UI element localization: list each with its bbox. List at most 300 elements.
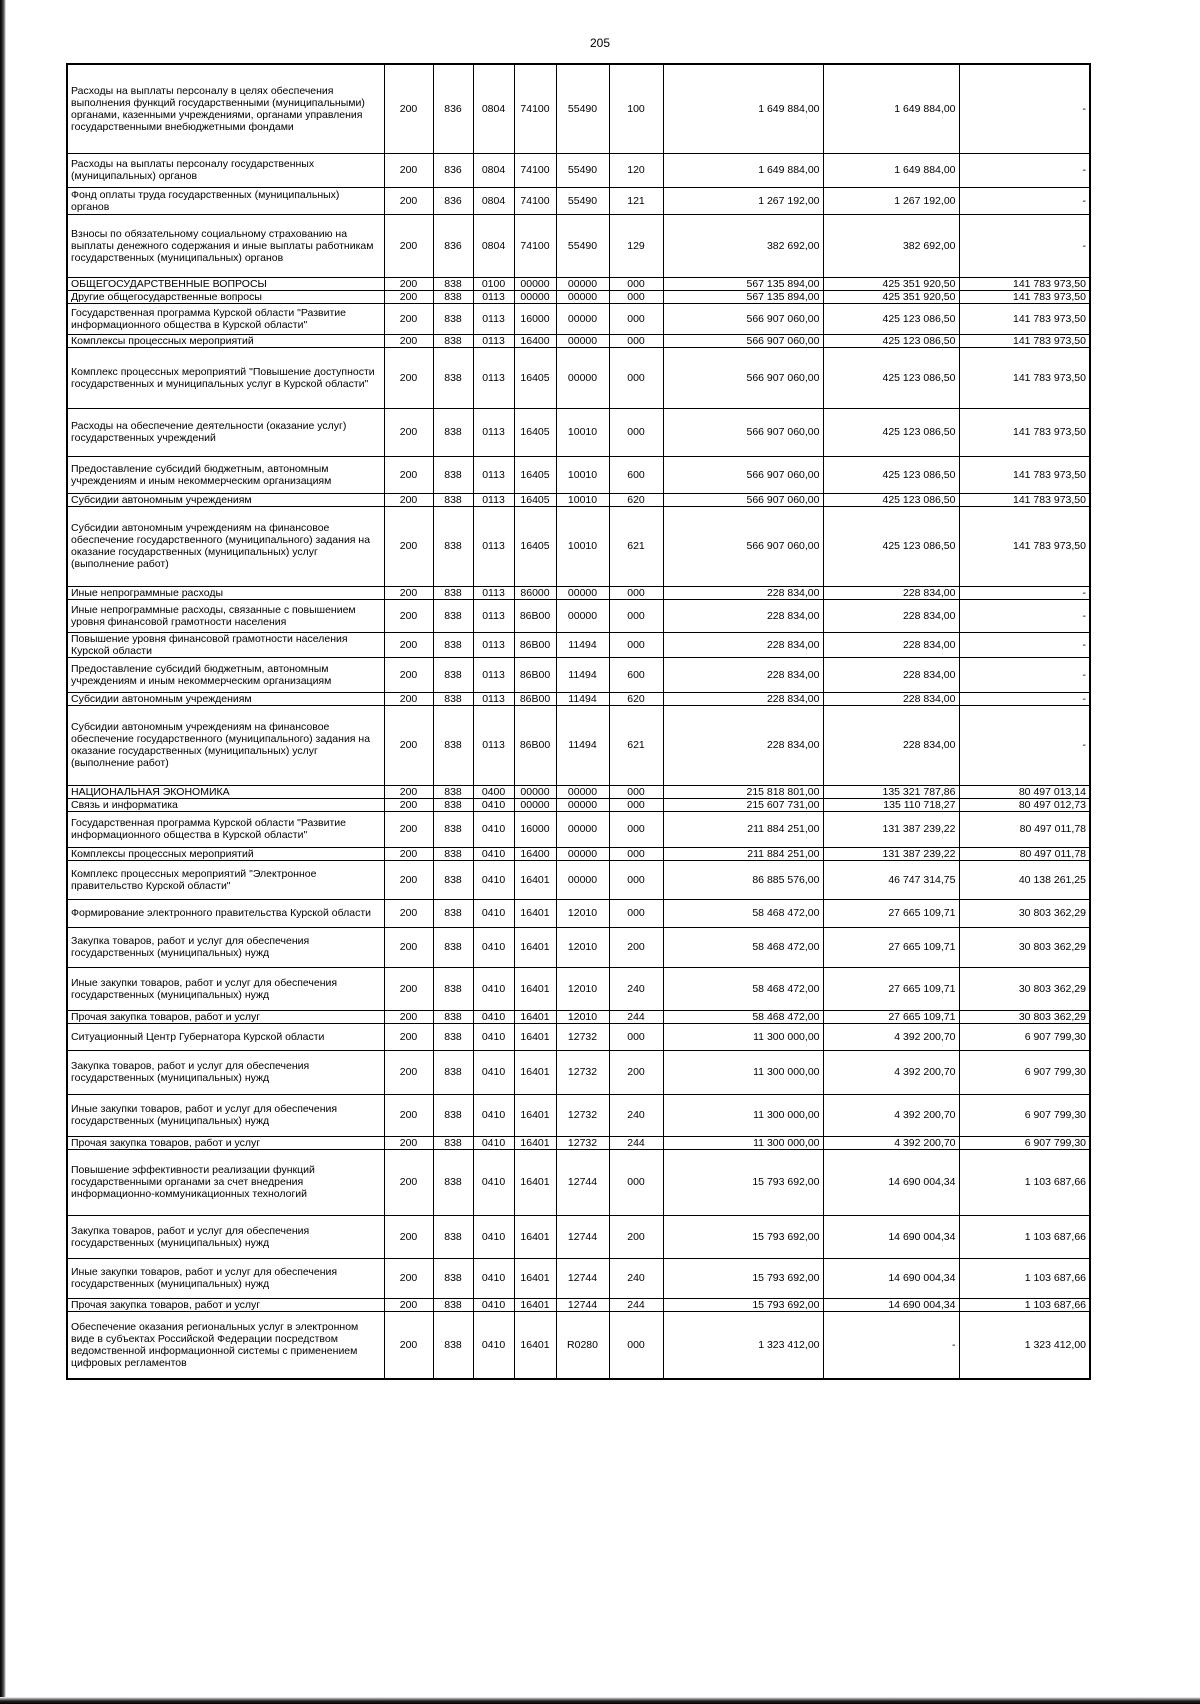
expense-type-cell: 000 <box>609 899 663 927</box>
section-code-cell: 0100 <box>473 277 514 290</box>
section-code-cell: 0113 <box>473 657 514 692</box>
amount-planned-cell: 11 300 000,00 <box>663 1136 823 1149</box>
amount-remaining-cell: 1 103 687,66 <box>959 1298 1090 1311</box>
expense-type-cell: 000 <box>609 290 663 303</box>
item-name-cell: Комплексы процессных мероприятий <box>67 334 384 347</box>
table-row <box>67 1023 1090 1050</box>
code-cell-2: 838 <box>433 303 473 334</box>
table-row <box>67 1298 1090 1311</box>
code-cell-2: 836 <box>433 64 473 153</box>
direction-code-cell: 00000 <box>556 586 609 599</box>
table-row <box>67 927 1090 967</box>
program-code-cell: 16400 <box>514 334 556 347</box>
program-code-cell: 16401 <box>514 1094 556 1136</box>
amount-remaining-cell: 141 783 973,50 <box>959 347 1090 408</box>
budget-table <box>66 63 1091 1380</box>
code-cell-1: 200 <box>384 798 433 811</box>
amount-executed-cell: 4 392 200,70 <box>823 1023 959 1050</box>
amount-executed-cell: 228 834,00 <box>823 692 959 705</box>
item-name-cell: Прочая закупка товаров, работ и услуг <box>67 1136 384 1149</box>
program-code-cell: 86000 <box>514 586 556 599</box>
item-name-cell: Взносы по обязательному социальному страхованию на выплаты денежного содержания и иные выплаты работникам государственных (муниципальных) органов <box>67 214 384 277</box>
item-name-cell: Иные непрограммные расходы <box>67 586 384 599</box>
program-code-cell: 74100 <box>514 64 556 153</box>
table-row <box>67 632 1090 657</box>
amount-remaining-cell: 80 497 011,78 <box>959 847 1090 860</box>
expense-type-cell: 600 <box>609 456 663 493</box>
item-name-cell: Государственная программа Курской области "Развитие информационного общества в Курской области" <box>67 303 384 334</box>
amount-remaining-cell: 6 907 799,30 <box>959 1094 1090 1136</box>
code-cell-1: 200 <box>384 785 433 798</box>
code-cell-2: 836 <box>433 214 473 277</box>
table-row <box>67 408 1090 456</box>
code-cell-2: 838 <box>433 1094 473 1136</box>
program-code-cell: 16000 <box>514 303 556 334</box>
section-code-cell: 0804 <box>473 153 514 187</box>
amount-planned-cell: 86 885 576,00 <box>663 860 823 899</box>
direction-code-cell: 55490 <box>556 214 609 277</box>
code-cell-2: 838 <box>433 1050 473 1094</box>
direction-code-cell: 12744 <box>556 1298 609 1311</box>
direction-code-cell: 00000 <box>556 811 609 847</box>
program-code-cell: 16400 <box>514 847 556 860</box>
amount-planned-cell: 211 884 251,00 <box>663 811 823 847</box>
page-number: 205 <box>589 36 611 50</box>
amount-remaining-cell: 141 783 973,50 <box>959 290 1090 303</box>
amount-remaining-cell: 30 803 362,29 <box>959 927 1090 967</box>
code-cell-1: 200 <box>384 334 433 347</box>
table-row <box>67 811 1090 847</box>
amount-planned-cell: 215 818 801,00 <box>663 785 823 798</box>
amount-executed-cell: 14 690 004,34 <box>823 1298 959 1311</box>
code-cell-1: 200 <box>384 586 433 599</box>
program-code-cell: 00000 <box>514 277 556 290</box>
code-cell-1: 200 <box>384 692 433 705</box>
expense-type-cell: 000 <box>609 408 663 456</box>
section-code-cell: 0410 <box>473 1023 514 1050</box>
code-cell-2: 838 <box>433 586 473 599</box>
code-cell-2: 838 <box>433 860 473 899</box>
amount-planned-cell: 567 135 894,00 <box>663 277 823 290</box>
direction-code-cell: 00000 <box>556 599 609 632</box>
item-name-cell: Комплекс процессных мероприятий "Электронное правительство Курской области" <box>67 860 384 899</box>
item-name-cell: Иные непрограммные расходы, связанные с повышением уровня финансовой грамотности населения <box>67 599 384 632</box>
amount-remaining-cell: - <box>959 705 1090 785</box>
program-code-cell: 16401 <box>514 1050 556 1094</box>
program-code-cell: 16405 <box>514 493 556 506</box>
program-code-cell: 00000 <box>514 290 556 303</box>
amount-executed-cell: 228 834,00 <box>823 586 959 599</box>
direction-code-cell: 12732 <box>556 1094 609 1136</box>
table-row <box>67 1149 1090 1215</box>
program-code-cell: 16401 <box>514 1010 556 1023</box>
expense-type-cell: 240 <box>609 1094 663 1136</box>
code-cell-1: 200 <box>384 1094 433 1136</box>
amount-executed-cell: 425 123 086,50 <box>823 456 959 493</box>
table-row <box>67 657 1090 692</box>
direction-code-cell: 55490 <box>556 153 609 187</box>
amount-remaining-cell: - <box>959 599 1090 632</box>
expense-type-cell: 200 <box>609 927 663 967</box>
code-cell-2: 838 <box>433 798 473 811</box>
code-cell-1: 200 <box>384 657 433 692</box>
program-code-cell: 16401 <box>514 1149 556 1215</box>
section-code-cell: 0410 <box>473 847 514 860</box>
amount-executed-cell: 425 351 920,50 <box>823 290 959 303</box>
item-name-cell: НАЦИОНАЛЬНАЯ ЭКОНОМИКА <box>67 785 384 798</box>
code-cell-1: 200 <box>384 599 433 632</box>
table-row <box>67 1094 1090 1136</box>
expense-type-cell: 000 <box>609 586 663 599</box>
section-code-cell: 0410 <box>473 967 514 1010</box>
program-code-cell: 16401 <box>514 1136 556 1149</box>
item-name-cell: Другие общегосударственные вопросы <box>67 290 384 303</box>
amount-executed-cell: 27 665 109,71 <box>823 967 959 1010</box>
section-code-cell: 0113 <box>473 586 514 599</box>
table-row <box>67 860 1090 899</box>
expense-type-cell: 200 <box>609 1215 663 1258</box>
expense-type-cell: 240 <box>609 1258 663 1298</box>
table-row <box>67 214 1090 277</box>
section-code-cell: 0410 <box>473 899 514 927</box>
code-cell-1: 200 <box>384 64 433 153</box>
code-cell-1: 200 <box>384 214 433 277</box>
amount-planned-cell: 1 267 192,00 <box>663 187 823 214</box>
section-code-cell: 0113 <box>473 692 514 705</box>
amount-executed-cell: 425 351 920,50 <box>823 277 959 290</box>
program-code-cell: 16401 <box>514 899 556 927</box>
table-body <box>67 64 1090 1379</box>
direction-code-cell: 11494 <box>556 705 609 785</box>
table-row <box>67 153 1090 187</box>
amount-remaining-cell: 30 803 362,29 <box>959 967 1090 1010</box>
direction-code-cell: 00000 <box>556 785 609 798</box>
expense-type-cell: 000 <box>609 347 663 408</box>
section-code-cell: 0113 <box>473 347 514 408</box>
section-code-cell: 0410 <box>473 1010 514 1023</box>
item-name-cell: Государственная программа Курской области "Развитие информационного общества в Курской области" <box>67 811 384 847</box>
code-cell-2: 838 <box>433 1298 473 1311</box>
amount-executed-cell: 1 649 884,00 <box>823 153 959 187</box>
item-name-cell: Расходы на обеспечение деятельности (оказание услуг) государственных учреждений <box>67 408 384 456</box>
section-code-cell: 0410 <box>473 1094 514 1136</box>
amount-executed-cell: 425 123 086,50 <box>823 347 959 408</box>
amount-executed-cell: 27 665 109,71 <box>823 899 959 927</box>
expense-type-cell: 621 <box>609 506 663 586</box>
code-cell-2: 838 <box>433 847 473 860</box>
amount-remaining-cell: - <box>959 187 1090 214</box>
section-code-cell: 0113 <box>473 456 514 493</box>
code-cell-2: 838 <box>433 705 473 785</box>
amount-executed-cell: 425 123 086,50 <box>823 334 959 347</box>
amount-planned-cell: 566 907 060,00 <box>663 347 823 408</box>
amount-planned-cell: 566 907 060,00 <box>663 408 823 456</box>
direction-code-cell: 12732 <box>556 1050 609 1094</box>
amount-planned-cell: 58 468 472,00 <box>663 927 823 967</box>
expense-type-cell: 000 <box>609 811 663 847</box>
amount-planned-cell: 15 793 692,00 <box>663 1215 823 1258</box>
program-code-cell: 16405 <box>514 456 556 493</box>
amount-executed-cell: 425 123 086,50 <box>823 506 959 586</box>
amount-remaining-cell: - <box>959 153 1090 187</box>
program-code-cell: 16405 <box>514 506 556 586</box>
amount-remaining-cell: 1 103 687,66 <box>959 1149 1090 1215</box>
amount-executed-cell: 4 392 200,70 <box>823 1050 959 1094</box>
code-cell-2: 838 <box>433 277 473 290</box>
code-cell-2: 838 <box>433 1136 473 1149</box>
section-code-cell: 0410 <box>473 1050 514 1094</box>
code-cell-1: 200 <box>384 187 433 214</box>
amount-planned-cell: 11 300 000,00 <box>663 1050 823 1094</box>
direction-code-cell: 00000 <box>556 847 609 860</box>
program-code-cell: 16401 <box>514 1023 556 1050</box>
code-cell-2: 838 <box>433 290 473 303</box>
expense-type-cell: 000 <box>609 1149 663 1215</box>
program-code-cell: 16401 <box>514 860 556 899</box>
expense-type-cell: 200 <box>609 1050 663 1094</box>
amount-remaining-cell: 40 138 261,25 <box>959 860 1090 899</box>
amount-executed-cell: 228 834,00 <box>823 632 959 657</box>
amount-planned-cell: 228 834,00 <box>663 705 823 785</box>
code-cell-2: 838 <box>433 347 473 408</box>
table-row <box>67 1311 1090 1379</box>
table-row <box>67 967 1090 1010</box>
item-name-cell: Прочая закупка товаров, работ и услуг <box>67 1298 384 1311</box>
table-row <box>67 187 1090 214</box>
item-name-cell: Предоставление субсидий бюджетным, автономным учреждениям и иным некоммерческим организациям <box>67 657 384 692</box>
program-code-cell: 16405 <box>514 347 556 408</box>
amount-remaining-cell: - <box>959 214 1090 277</box>
direction-code-cell: 12744 <box>556 1258 609 1298</box>
code-cell-2: 838 <box>433 493 473 506</box>
code-cell-2: 838 <box>433 692 473 705</box>
item-name-cell: Субсидии автономным учреждениям <box>67 493 384 506</box>
amount-executed-cell: 1 649 884,00 <box>823 64 959 153</box>
code-cell-2: 838 <box>433 657 473 692</box>
amount-remaining-cell: - <box>959 692 1090 705</box>
section-code-cell: 0410 <box>473 798 514 811</box>
table-row <box>67 64 1090 153</box>
item-name-cell: Закупка товаров, работ и услуг для обеспечения государственных (муниципальных) нужд <box>67 1215 384 1258</box>
direction-code-cell: 12744 <box>556 1149 609 1215</box>
amount-executed-cell: 382 692,00 <box>823 214 959 277</box>
amount-planned-cell: 11 300 000,00 <box>663 1023 823 1050</box>
direction-code-cell: 00000 <box>556 290 609 303</box>
table-row <box>67 303 1090 334</box>
item-name-cell: Иные закупки товаров, работ и услуг для обеспечения государственных (муниципальных) нужд <box>67 1094 384 1136</box>
expense-type-cell: 000 <box>609 632 663 657</box>
amount-executed-cell: 425 123 086,50 <box>823 303 959 334</box>
amount-planned-cell: 566 907 060,00 <box>663 456 823 493</box>
direction-code-cell: 12732 <box>556 1023 609 1050</box>
amount-planned-cell: 382 692,00 <box>663 214 823 277</box>
program-code-cell: 16401 <box>514 1311 556 1379</box>
direction-code-cell: 12744 <box>556 1215 609 1258</box>
item-name-cell: Ситуационный Центр Губернатора Курской области <box>67 1023 384 1050</box>
amount-remaining-cell: 80 497 012,73 <box>959 798 1090 811</box>
item-name-cell: Субсидии автономным учреждениям на финансовое обеспечение государственного (муниципального) задания на оказание государственных (муниципальных) услуг (выполнение работ) <box>67 506 384 586</box>
amount-planned-cell: 15 793 692,00 <box>663 1298 823 1311</box>
code-cell-2: 838 <box>433 1311 473 1379</box>
code-cell-1: 200 <box>384 847 433 860</box>
amount-remaining-cell: 141 783 973,50 <box>959 456 1090 493</box>
table-row <box>67 334 1090 347</box>
program-code-cell: 86В00 <box>514 692 556 705</box>
amount-executed-cell: 14 690 004,34 <box>823 1258 959 1298</box>
amount-planned-cell: 11 300 000,00 <box>663 1094 823 1136</box>
code-cell-2: 838 <box>433 599 473 632</box>
expense-type-cell: 000 <box>609 798 663 811</box>
program-code-cell: 16401 <box>514 1298 556 1311</box>
direction-code-cell: 12010 <box>556 1010 609 1023</box>
item-name-cell: Формирование электронного правительства Курской области <box>67 899 384 927</box>
item-name-cell: Закупка товаров, работ и услуг для обеспечения государственных (муниципальных) нужд <box>67 927 384 967</box>
amount-executed-cell: 14 690 004,34 <box>823 1215 959 1258</box>
program-code-cell: 16000 <box>514 811 556 847</box>
item-name-cell: Иные закупки товаров, работ и услуг для обеспечения государственных (муниципальных) нужд <box>67 1258 384 1298</box>
code-cell-1: 200 <box>384 347 433 408</box>
expense-type-cell: 244 <box>609 1136 663 1149</box>
program-code-cell: 16401 <box>514 1215 556 1258</box>
expense-type-cell: 120 <box>609 153 663 187</box>
section-code-cell: 0410 <box>473 811 514 847</box>
code-cell-1: 200 <box>384 811 433 847</box>
table-row <box>67 798 1090 811</box>
amount-planned-cell: 228 834,00 <box>663 632 823 657</box>
program-code-cell: 16405 <box>514 408 556 456</box>
table-row <box>67 1010 1090 1023</box>
section-code-cell: 0113 <box>473 506 514 586</box>
code-cell-1: 200 <box>384 153 433 187</box>
direction-code-cell: 00000 <box>556 347 609 408</box>
amount-remaining-cell: 30 803 362,29 <box>959 1010 1090 1023</box>
table-row <box>67 1136 1090 1149</box>
table-row <box>67 599 1090 632</box>
section-code-cell: 0113 <box>473 408 514 456</box>
code-cell-1: 200 <box>384 506 433 586</box>
section-code-cell: 0113 <box>473 334 514 347</box>
table-row <box>67 899 1090 927</box>
amount-executed-cell: 131 387 239,22 <box>823 811 959 847</box>
expense-type-cell: 100 <box>609 64 663 153</box>
expense-type-cell: 620 <box>609 493 663 506</box>
table-row <box>67 277 1090 290</box>
table-row <box>67 705 1090 785</box>
item-name-cell: Обеспечение оказания региональных услуг в электронном виде в субъектах Российской Федерации посредством ведомственной информационной системы с применением цифровых регламентов <box>67 1311 384 1379</box>
amount-planned-cell: 566 907 060,00 <box>663 303 823 334</box>
amount-executed-cell: 1 267 192,00 <box>823 187 959 214</box>
expense-type-cell: 000 <box>609 1311 663 1379</box>
code-cell-1: 200 <box>384 493 433 506</box>
amount-planned-cell: 15 793 692,00 <box>663 1149 823 1215</box>
direction-code-cell: 55490 <box>556 64 609 153</box>
amount-remaining-cell: - <box>959 632 1090 657</box>
expense-type-cell: 621 <box>609 705 663 785</box>
section-code-cell: 0113 <box>473 599 514 632</box>
amount-planned-cell: 1 649 884,00 <box>663 153 823 187</box>
direction-code-cell: 55490 <box>556 187 609 214</box>
direction-code-cell: 00000 <box>556 277 609 290</box>
section-code-cell: 0410 <box>473 1149 514 1215</box>
direction-code-cell: 12010 <box>556 899 609 927</box>
program-code-cell: 86В00 <box>514 632 556 657</box>
code-cell-1: 200 <box>384 1215 433 1258</box>
code-cell-2: 838 <box>433 967 473 1010</box>
amount-remaining-cell: - <box>959 64 1090 153</box>
code-cell-1: 200 <box>384 303 433 334</box>
expense-type-cell: 620 <box>609 692 663 705</box>
code-cell-2: 838 <box>433 456 473 493</box>
code-cell-2: 838 <box>433 1149 473 1215</box>
amount-executed-cell: 4 392 200,70 <box>823 1094 959 1136</box>
item-name-cell: Субсидии автономным учреждениям <box>67 692 384 705</box>
section-code-cell: 0410 <box>473 1136 514 1149</box>
code-cell-2: 838 <box>433 1215 473 1258</box>
expense-type-cell: 000 <box>609 785 663 798</box>
section-code-cell: 0410 <box>473 1258 514 1298</box>
amount-remaining-cell: 80 497 013,14 <box>959 785 1090 798</box>
code-cell-1: 200 <box>384 1010 433 1023</box>
amount-executed-cell: 228 834,00 <box>823 657 959 692</box>
code-cell-2: 838 <box>433 506 473 586</box>
code-cell-1: 200 <box>384 1023 433 1050</box>
code-cell-2: 836 <box>433 153 473 187</box>
program-code-cell: 74100 <box>514 153 556 187</box>
code-cell-1: 200 <box>384 456 433 493</box>
section-code-cell: 0113 <box>473 705 514 785</box>
program-code-cell: 86В00 <box>514 705 556 785</box>
section-code-cell: 0804 <box>473 187 514 214</box>
amount-executed-cell: 135 110 718,27 <box>823 798 959 811</box>
amount-remaining-cell: 30 803 362,29 <box>959 899 1090 927</box>
code-cell-1: 200 <box>384 1149 433 1215</box>
amount-executed-cell: 46 747 314,75 <box>823 860 959 899</box>
amount-remaining-cell: 141 783 973,50 <box>959 334 1090 347</box>
expense-type-cell: 121 <box>609 187 663 214</box>
code-cell-1: 200 <box>384 967 433 1010</box>
section-code-cell: 0113 <box>473 632 514 657</box>
table-row <box>67 456 1090 493</box>
amount-planned-cell: 211 884 251,00 <box>663 847 823 860</box>
code-cell-1: 200 <box>384 927 433 967</box>
code-cell-2: 838 <box>433 811 473 847</box>
scan-edge-left <box>0 0 6 1704</box>
code-cell-2: 838 <box>433 632 473 657</box>
expense-type-cell: 240 <box>609 967 663 1010</box>
expense-type-cell: 244 <box>609 1010 663 1023</box>
expense-type-cell: 244 <box>609 1298 663 1311</box>
amount-planned-cell: 566 907 060,00 <box>663 506 823 586</box>
item-name-cell: Предоставление субсидий бюджетным, автономным учреждениям и иным некоммерческим организациям <box>67 456 384 493</box>
direction-code-cell: 10010 <box>556 506 609 586</box>
expense-type-cell: 000 <box>609 1023 663 1050</box>
amount-remaining-cell: 6 907 799,30 <box>959 1136 1090 1149</box>
program-code-cell: 00000 <box>514 798 556 811</box>
direction-code-cell: 11494 <box>556 657 609 692</box>
section-code-cell: 0410 <box>473 927 514 967</box>
code-cell-2: 838 <box>433 927 473 967</box>
expense-type-cell: 000 <box>609 860 663 899</box>
section-code-cell: 0410 <box>473 860 514 899</box>
code-cell-1: 200 <box>384 1136 433 1149</box>
code-cell-1: 200 <box>384 277 433 290</box>
amount-remaining-cell: - <box>959 586 1090 599</box>
item-name-cell: Фонд оплаты труда государственных (муниципальных) органов <box>67 187 384 214</box>
item-name-cell: Закупка товаров, работ и услуг для обеспечения государственных (муниципальных) нужд <box>67 1050 384 1094</box>
table-row <box>67 1050 1090 1094</box>
expense-type-cell: 129 <box>609 214 663 277</box>
section-code-cell: 0804 <box>473 214 514 277</box>
